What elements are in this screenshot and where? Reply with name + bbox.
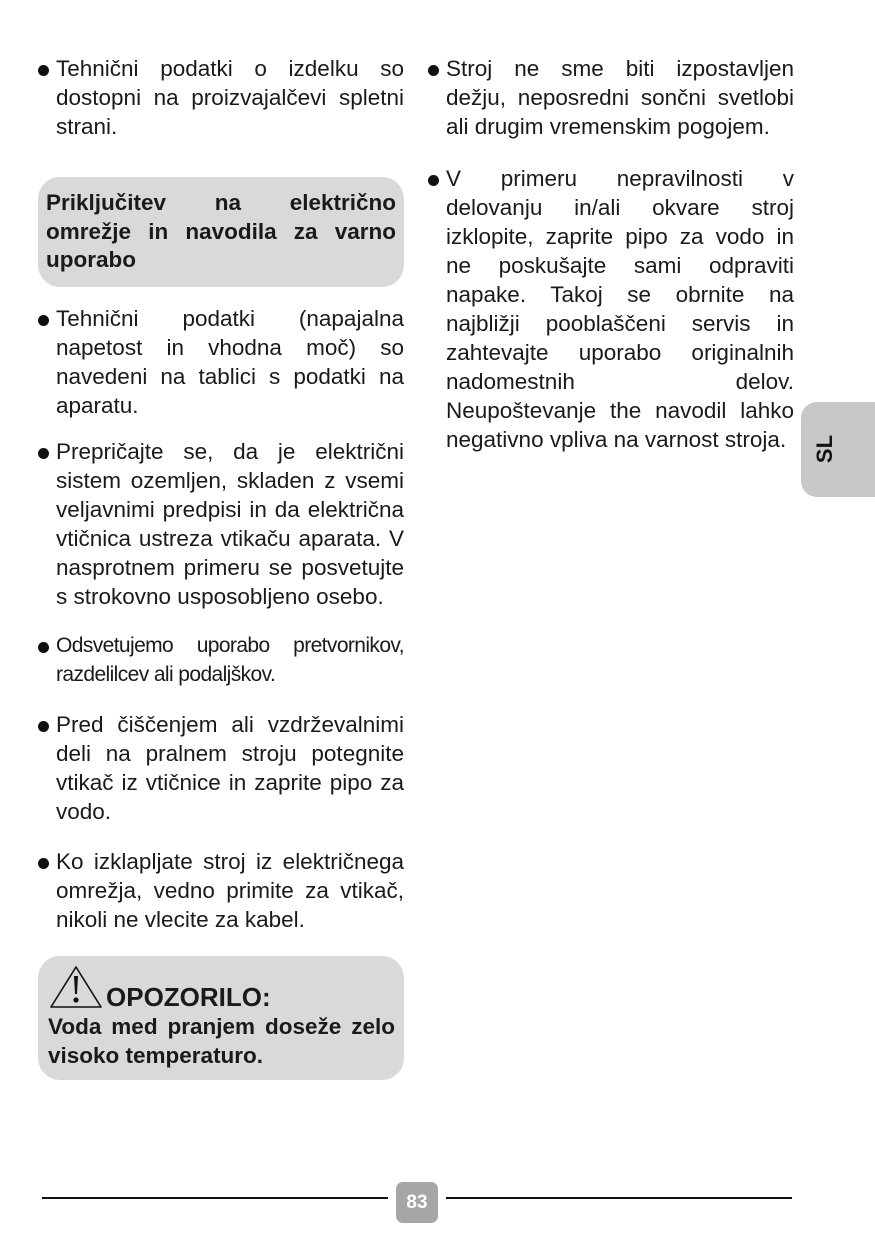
left-column [38,54,404,1080]
bullet-dot-icon [38,448,49,459]
bullet-item [38,304,404,420]
warning-box [38,956,404,1080]
bullet-text: Tehnični podatki (napajalna napetost in vhodna moč) so navedeni na tablici s podatki na aparatu. [56,305,404,418]
bullet-dot-icon [38,315,49,326]
warning-label: OPOZORILO: [106,981,271,1012]
language-tab [801,402,875,497]
bullet-dot-icon [38,642,49,653]
warning-header [48,964,395,1010]
warning-text: Voda med pranjem doseže zelo visoko temperaturo. [48,1013,395,1068]
bullet-item [38,710,404,826]
bullet-text: Odsvetujemo uporabo pretvornikov, razdelilcev ali podaljškov. [56,633,404,686]
language-tab-label: SL [812,434,837,464]
bullet-dot-icon [428,65,439,76]
section-heading-box [38,177,404,287]
bullet-text: Prepričajte se, da je električni sistem ozemljen, skladen z vsemi veljavnimi predpisi in da električna vtičnica ustreza vtikaču aparata. V nasprotnem primeru se posvetujte s strokovno usposobljeno osebo. [56,438,404,609]
warning-triangle-icon [48,964,104,1010]
right-column [428,54,794,454]
page-number: 83 [396,1182,438,1223]
bullet-text: V primeru nepravilnosti v delovanju in/ali okvare stroj izklopite, zaprite pipo za vodo in ne poskušajte sami odpraviti napake. Takoj se obrnite na najbližji pooblaščeni servis in zahtevajte uporabo originalnih nadomestnih delov. Neupoštevanje the navodil lahko negativno vpliva na varnost stroja. [446,166,794,452]
footer-divider-left [42,1197,388,1199]
bullet-dot-icon [38,65,49,76]
bullet-text: Tehnični podatki o izdelku so dostopni na proizvajalčevi spletni strani. [56,56,404,139]
bullet-item [428,164,794,454]
bullet-item [428,54,794,141]
bullet-item [38,437,404,611]
bullet-item [38,631,404,689]
bullet-dot-icon [38,721,49,732]
bullet-text: Stroj ne sme biti izpostavljen dežju, neposredni sončni svetlobi ali drugim vremenskim pogojem. [446,56,794,139]
section-heading: Priključitev na električno omrežje in navodila za varno uporabo [46,190,396,272]
footer-divider-right [446,1197,792,1199]
bullet-text: Ko izklapljate stroj iz električnega omrežja, vedno primite za vtikač, nikoli ne vlecite za kabel. [56,848,404,932]
bullet-dot-icon [38,858,49,869]
bullet-text: Pred čiščenjem ali vzdrževalnimi deli na pralnem stroju potegnite vtikač iz vtičnice in zaprite pipo za vodo. [56,711,404,824]
bullet-item [38,847,404,934]
bullet-dot-icon [428,175,439,186]
bullet-item [38,54,404,141]
